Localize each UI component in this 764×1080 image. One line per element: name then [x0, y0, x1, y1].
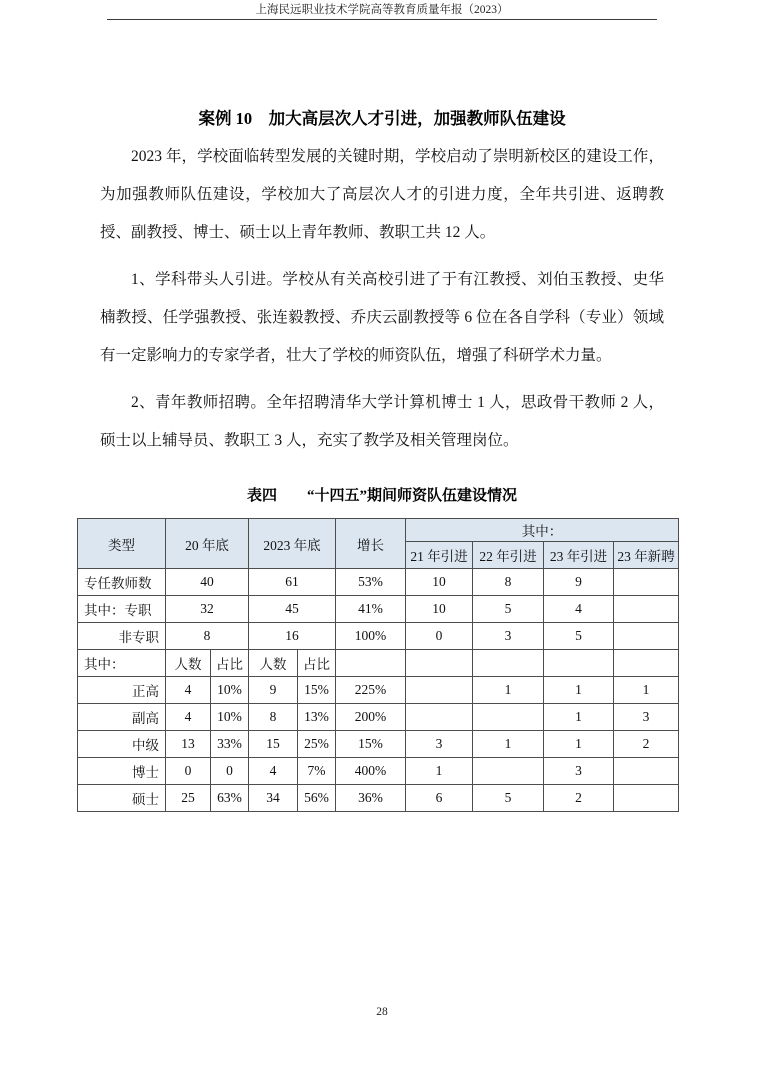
header-cell-23intro: 23 年引进 [544, 542, 614, 569]
table-row [78, 731, 679, 758]
table-cell: 45 [249, 596, 336, 623]
table-row [78, 596, 679, 623]
row-label: 硕士 [78, 785, 166, 812]
table-cell: 10% [211, 677, 249, 704]
table-cell: 4 [544, 596, 614, 623]
table-cell: 8 [249, 704, 298, 731]
paragraph-young-teachers: 2、青年教师招聘。全年招聘清华大学计算机博士 1 人，思政骨干教师 2 人，硕士以上辅导员、教职工 3 人，充实了教学及相关管理岗位。 [100, 394, 664, 449]
table-cell: 2 [544, 785, 614, 812]
table-cell: 40 [166, 569, 249, 596]
table-cell [406, 704, 473, 731]
table-cell: 5 [473, 785, 544, 812]
row-label: 其中：专职 [78, 596, 166, 623]
table-cell [473, 650, 544, 677]
table-cell: 13% [298, 704, 336, 731]
table-cell [614, 569, 679, 596]
table-cell: 13 [166, 731, 211, 758]
header-cell-growth: 增长 [336, 519, 406, 569]
table-cell [406, 650, 473, 677]
table-cell: 1 [614, 677, 679, 704]
document-title: 上海民远职业技术学院高等教育质量年报（2023） [255, 4, 509, 16]
table-cell: 25 [166, 785, 211, 812]
table-cell: 3 [614, 704, 679, 731]
table-cell: 8 [166, 623, 249, 650]
subheader-cell: 人数 [249, 650, 298, 677]
header-cell-21intro: 21 年引进 [406, 542, 473, 569]
table-cell: 1 [544, 731, 614, 758]
table-cell: 3 [406, 731, 473, 758]
table-cell [614, 650, 679, 677]
subheader-label: 其中： [78, 650, 166, 677]
table-cell: 0 [211, 758, 249, 785]
row-label: 副高 [78, 704, 166, 731]
table-cell: 100% [336, 623, 406, 650]
table-row [78, 569, 679, 596]
table-cell: 63% [211, 785, 249, 812]
table-row [78, 758, 679, 785]
row-label: 中级 [78, 731, 166, 758]
table-caption: 表四 “十四五”期间师资队伍建设情况 [246, 488, 517, 504]
page-number: 28 [376, 1006, 388, 1018]
table-cell: 10% [211, 704, 249, 731]
header-cell-20: 20 年底 [166, 519, 249, 569]
paragraph-discipline-leaders: 1、学科带头人引进。学校从有关高校引进了于有江教授、刘伯玉教授、史华楠教授、任学强教授、张连毅教授、乔庆云副教授等 6 位在各自学科（专业）领域有一定影响力的专家学者，壮大了学校的师资队伍，增强了科研学术力量。 [100, 271, 664, 364]
table-cell: 0 [406, 623, 473, 650]
header-cell-23new: 23 年新聘 [614, 542, 679, 569]
table-cell: 200% [336, 704, 406, 731]
table-cell [614, 596, 679, 623]
header-cell-among: 其中： [406, 519, 679, 542]
table-cell: 3 [473, 623, 544, 650]
table-cell: 1 [473, 677, 544, 704]
case-title: 案例 10 加大高层次人才引进，加强教师队伍建设 [198, 109, 566, 128]
table-cell [614, 785, 679, 812]
table-header-row-1 [78, 519, 679, 542]
table-cell: 1 [544, 677, 614, 704]
table-cell [614, 758, 679, 785]
table-row [78, 704, 679, 731]
table-cell: 0 [166, 758, 211, 785]
table-cell: 5 [473, 596, 544, 623]
table-row [78, 785, 679, 812]
subheader-cell: 人数 [166, 650, 211, 677]
table-cell: 36% [336, 785, 406, 812]
table-container [84, 518, 675, 812]
table-cell: 1 [406, 758, 473, 785]
table-cell: 61 [249, 569, 336, 596]
table-cell: 34 [249, 785, 298, 812]
table-cell: 16 [249, 623, 336, 650]
table-cell: 9 [249, 677, 298, 704]
table-cell: 400% [336, 758, 406, 785]
table-cell [544, 650, 614, 677]
paragraph-intro: 2023 年，学校面临转型发展的关键时期，学校启动了崇明新校区的建设工作，为加强教师队伍建设，学校加大了高层次人才的引进力度，全年共引进、返聘教授、副教授、博士、硕士以上青年教师、教职工共 12 人。 [100, 148, 664, 241]
table-cell [473, 758, 544, 785]
table-cell: 15% [336, 731, 406, 758]
table-cell: 10 [406, 596, 473, 623]
table-cell: 1 [544, 704, 614, 731]
row-label: 非专职 [78, 623, 166, 650]
table-cell: 7% [298, 758, 336, 785]
table-cell: 8 [473, 569, 544, 596]
table-row [78, 623, 679, 650]
table-cell: 56% [298, 785, 336, 812]
table-row [78, 677, 679, 704]
table-cell: 15% [298, 677, 336, 704]
header-cell-22intro: 22 年引进 [473, 542, 544, 569]
table-cell: 9 [544, 569, 614, 596]
header-cell-type: 类型 [78, 519, 166, 569]
table-cell [473, 704, 544, 731]
table-subheader-row [78, 650, 679, 677]
table-cell: 4 [249, 758, 298, 785]
table-cell: 2 [614, 731, 679, 758]
table-cell: 53% [336, 569, 406, 596]
table-cell [406, 677, 473, 704]
header-cell-2023: 2023 年底 [249, 519, 336, 569]
page-header [107, 0, 657, 20]
table-cell: 3 [544, 758, 614, 785]
table-cell: 32 [166, 596, 249, 623]
table-cell [336, 650, 406, 677]
row-label: 正高 [78, 677, 166, 704]
table-cell: 6 [406, 785, 473, 812]
subheader-cell: 占比 [211, 650, 249, 677]
subheader-cell: 占比 [298, 650, 336, 677]
table-cell: 33% [211, 731, 249, 758]
table-cell: 225% [336, 677, 406, 704]
table-cell: 4 [166, 704, 211, 731]
table-cell: 25% [298, 731, 336, 758]
faculty-table [77, 518, 679, 812]
row-label: 专任教师数 [78, 569, 166, 596]
table-cell: 1 [473, 731, 544, 758]
table-cell [614, 623, 679, 650]
table-cell: 4 [166, 677, 211, 704]
table-cell: 10 [406, 569, 473, 596]
table-cell: 15 [249, 731, 298, 758]
table-cell: 5 [544, 623, 614, 650]
table-cell: 41% [336, 596, 406, 623]
page-content [0, 105, 764, 812]
row-label: 博士 [78, 758, 166, 785]
